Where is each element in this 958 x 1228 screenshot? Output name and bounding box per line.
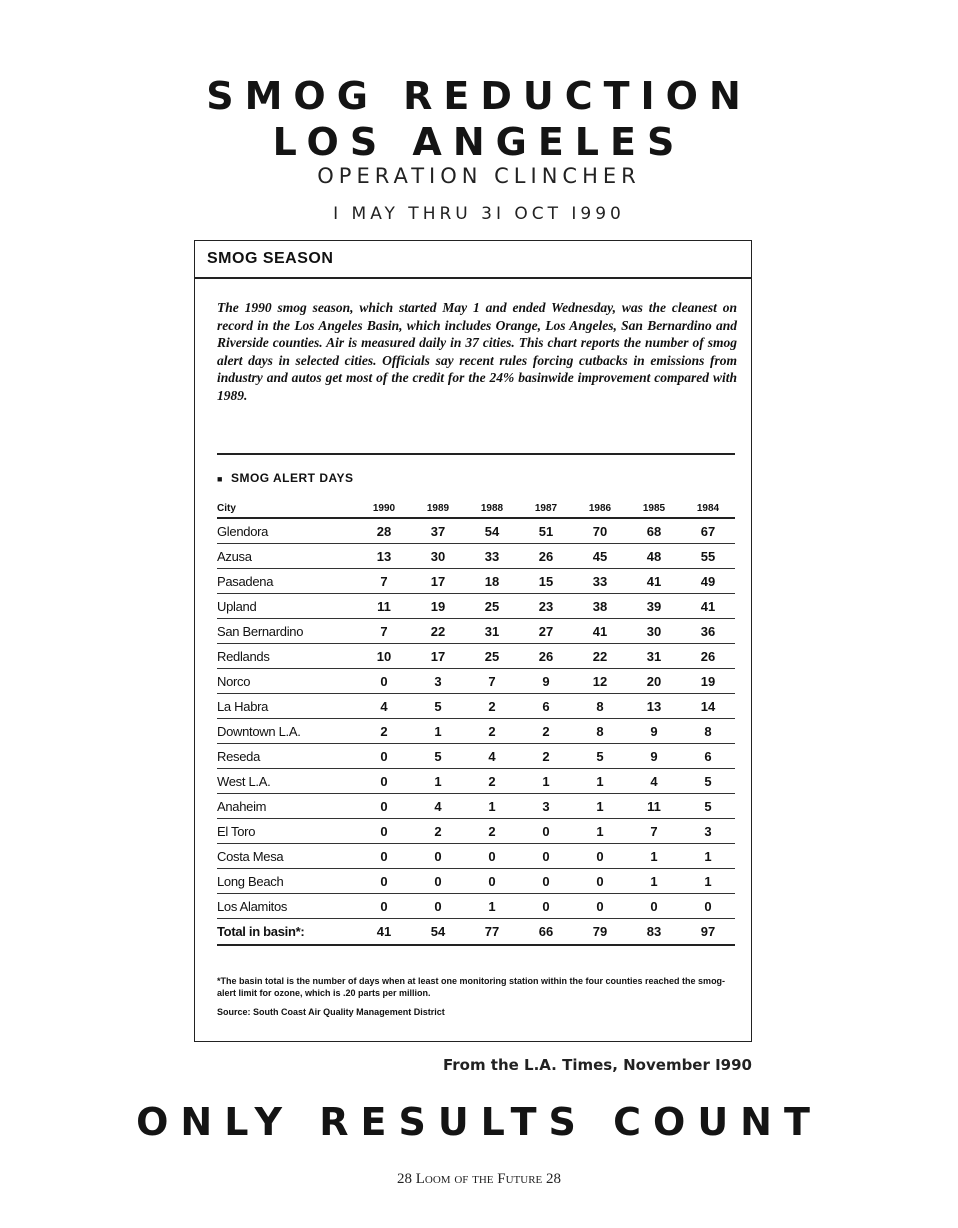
table-body bbox=[217, 518, 735, 945]
value-cell: 31 bbox=[627, 644, 681, 669]
value-cell: 1 bbox=[573, 794, 627, 819]
value-cell: 41 bbox=[357, 919, 411, 946]
city-cell: Long Beach bbox=[217, 869, 357, 894]
value-cell: 0 bbox=[681, 894, 735, 919]
value-cell: 10 bbox=[357, 644, 411, 669]
value-cell: 31 bbox=[465, 619, 519, 644]
value-cell: 6 bbox=[681, 744, 735, 769]
value-cell: 0 bbox=[465, 844, 519, 869]
value-cell: 0 bbox=[573, 894, 627, 919]
table-row bbox=[217, 719, 735, 744]
table-row bbox=[217, 869, 735, 894]
value-cell: 7 bbox=[357, 569, 411, 594]
value-cell: 2 bbox=[465, 819, 519, 844]
value-cell: 38 bbox=[573, 594, 627, 619]
clipping-header-label: SMOG SEASON bbox=[207, 250, 334, 267]
value-cell: 27 bbox=[519, 619, 573, 644]
value-cell: 0 bbox=[357, 844, 411, 869]
table-row bbox=[217, 819, 735, 844]
value-cell: 19 bbox=[411, 594, 465, 619]
value-cell: 5 bbox=[573, 744, 627, 769]
value-cell: 4 bbox=[627, 769, 681, 794]
table-row bbox=[217, 794, 735, 819]
value-cell: 2 bbox=[465, 694, 519, 719]
source-credit: From the L.A. Times, November I990 bbox=[442, 1056, 752, 1074]
value-cell: 0 bbox=[357, 819, 411, 844]
value-cell: 0 bbox=[519, 844, 573, 869]
value-cell: 1 bbox=[573, 819, 627, 844]
value-cell: 0 bbox=[357, 869, 411, 894]
city-cell: Upland bbox=[217, 594, 357, 619]
table-title-text: SMOG ALERT DAYS bbox=[230, 471, 354, 485]
value-cell: 0 bbox=[519, 894, 573, 919]
city-cell: La Habra bbox=[217, 694, 357, 719]
value-cell: 9 bbox=[627, 744, 681, 769]
value-cell: 26 bbox=[519, 644, 573, 669]
value-cell: 33 bbox=[573, 569, 627, 594]
value-cell: 19 bbox=[681, 669, 735, 694]
value-cell: 1 bbox=[681, 844, 735, 869]
value-cell: 2 bbox=[465, 719, 519, 744]
subtitle: OPERATION CLINCHER bbox=[317, 164, 641, 188]
value-cell: 12 bbox=[573, 669, 627, 694]
value-cell: 13 bbox=[627, 694, 681, 719]
table-row bbox=[217, 669, 735, 694]
city-cell: El Toro bbox=[217, 819, 357, 844]
value-cell: 3 bbox=[681, 819, 735, 844]
value-cell: 18 bbox=[465, 569, 519, 594]
value-cell: 1 bbox=[465, 894, 519, 919]
table-row bbox=[217, 619, 735, 644]
value-cell: 0 bbox=[519, 869, 573, 894]
table-row bbox=[217, 769, 735, 794]
value-cell: 39 bbox=[627, 594, 681, 619]
value-cell: 45 bbox=[573, 544, 627, 569]
city-cell: Reseda bbox=[217, 744, 357, 769]
value-cell: 13 bbox=[357, 544, 411, 569]
city-cell: Azusa bbox=[217, 544, 357, 569]
value-cell: 15 bbox=[519, 569, 573, 594]
table-header-row bbox=[217, 499, 735, 518]
clipping-header bbox=[195, 241, 751, 279]
value-cell: 4 bbox=[465, 744, 519, 769]
value-cell: 22 bbox=[573, 644, 627, 669]
value-cell: 14 bbox=[681, 694, 735, 719]
value-cell: 2 bbox=[465, 769, 519, 794]
value-cell: 1 bbox=[573, 769, 627, 794]
city-cell: West L.A. bbox=[217, 769, 357, 794]
smog-alert-table bbox=[217, 499, 735, 946]
table-row bbox=[217, 594, 735, 619]
title-line-2: LOS ANGELES bbox=[272, 120, 686, 164]
column-header-year: 1990 bbox=[357, 499, 411, 518]
value-cell: 5 bbox=[411, 694, 465, 719]
value-cell: 0 bbox=[411, 844, 465, 869]
table-footnote: *The basin total is the number of days when at least one monitoring station within the four counties reached the smog-alert limit for ozone, which is .20 parts per million. bbox=[217, 976, 726, 998]
value-cell: 0 bbox=[357, 669, 411, 694]
city-cell: Los Alamitos bbox=[217, 894, 357, 919]
value-cell: 33 bbox=[465, 544, 519, 569]
value-cell: 23 bbox=[519, 594, 573, 619]
value-cell: 0 bbox=[411, 869, 465, 894]
date-range: I MAY THRU 3I OCT I990 bbox=[333, 204, 625, 224]
value-cell: 2 bbox=[519, 744, 573, 769]
value-cell: 70 bbox=[573, 518, 627, 544]
total-row bbox=[217, 919, 735, 946]
value-cell: 6 bbox=[519, 694, 573, 719]
value-cell: 66 bbox=[519, 919, 573, 946]
value-cell: 3 bbox=[411, 669, 465, 694]
value-cell: 26 bbox=[681, 644, 735, 669]
value-cell: 0 bbox=[357, 744, 411, 769]
table-row bbox=[217, 644, 735, 669]
table-title bbox=[217, 471, 354, 485]
value-cell: 0 bbox=[627, 894, 681, 919]
value-cell: 9 bbox=[627, 719, 681, 744]
city-cell: Norco bbox=[217, 669, 357, 694]
value-cell: 41 bbox=[681, 594, 735, 619]
value-cell: 36 bbox=[681, 619, 735, 644]
value-cell: 17 bbox=[411, 644, 465, 669]
value-cell: 37 bbox=[411, 518, 465, 544]
value-cell: 67 bbox=[681, 518, 735, 544]
value-cell: 1 bbox=[519, 769, 573, 794]
value-cell: 2 bbox=[411, 819, 465, 844]
column-header-year: 1987 bbox=[519, 499, 573, 518]
table-row bbox=[217, 544, 735, 569]
table-row bbox=[217, 844, 735, 869]
column-header-year: 1984 bbox=[681, 499, 735, 518]
value-cell: 0 bbox=[465, 869, 519, 894]
value-cell: 11 bbox=[357, 594, 411, 619]
value-cell: 1 bbox=[627, 844, 681, 869]
value-cell: 1 bbox=[627, 869, 681, 894]
city-cell: Anaheim bbox=[217, 794, 357, 819]
value-cell: 17 bbox=[411, 569, 465, 594]
value-cell: 79 bbox=[573, 919, 627, 946]
city-cell: Pasadena bbox=[217, 569, 357, 594]
value-cell: 8 bbox=[681, 719, 735, 744]
table-row bbox=[217, 894, 735, 919]
value-cell: 83 bbox=[627, 919, 681, 946]
city-cell: Total in basin*: bbox=[217, 919, 357, 946]
value-cell: 77 bbox=[465, 919, 519, 946]
newspaper-clipping bbox=[194, 240, 752, 1042]
city-cell: Redlands bbox=[217, 644, 357, 669]
value-cell: 97 bbox=[681, 919, 735, 946]
city-cell: San Bernardino bbox=[217, 619, 357, 644]
value-cell: 0 bbox=[519, 819, 573, 844]
title-line-1: SMOG REDUCTION bbox=[206, 74, 752, 118]
column-header-city: City bbox=[217, 499, 357, 518]
value-cell: 54 bbox=[411, 919, 465, 946]
value-cell: 22 bbox=[411, 619, 465, 644]
value-cell: 0 bbox=[357, 894, 411, 919]
city-cell: Glendora bbox=[217, 518, 357, 544]
value-cell: 68 bbox=[627, 518, 681, 544]
value-cell: 1 bbox=[411, 719, 465, 744]
value-cell: 8 bbox=[573, 694, 627, 719]
column-header-year: 1986 bbox=[573, 499, 627, 518]
value-cell: 41 bbox=[627, 569, 681, 594]
value-cell: 4 bbox=[411, 794, 465, 819]
value-cell: 0 bbox=[357, 769, 411, 794]
value-cell: 11 bbox=[627, 794, 681, 819]
table-source: Source: South Coast Air Quality Management District bbox=[217, 1007, 445, 1017]
value-cell: 5 bbox=[681, 794, 735, 819]
square-bullet-icon: ■ bbox=[217, 474, 223, 484]
value-cell: 0 bbox=[357, 794, 411, 819]
value-cell: 0 bbox=[411, 894, 465, 919]
value-cell: 1 bbox=[681, 869, 735, 894]
value-cell: 7 bbox=[357, 619, 411, 644]
value-cell: 55 bbox=[681, 544, 735, 569]
city-cell: Downtown L.A. bbox=[217, 719, 357, 744]
value-cell: 25 bbox=[465, 594, 519, 619]
value-cell: 2 bbox=[357, 719, 411, 744]
value-cell: 4 bbox=[357, 694, 411, 719]
value-cell: 26 bbox=[519, 544, 573, 569]
value-cell: 0 bbox=[573, 844, 627, 869]
page-footer: 28 Loom of the Future 28 bbox=[396, 1171, 562, 1187]
value-cell: 7 bbox=[465, 669, 519, 694]
slogan: ONLY RESULTS COUNT bbox=[136, 1100, 822, 1144]
value-cell: 49 bbox=[681, 569, 735, 594]
value-cell: 30 bbox=[627, 619, 681, 644]
value-cell: 28 bbox=[357, 518, 411, 544]
divider bbox=[217, 453, 735, 455]
value-cell: 9 bbox=[519, 669, 573, 694]
column-header-year: 1988 bbox=[465, 499, 519, 518]
column-header-year: 1989 bbox=[411, 499, 465, 518]
value-cell: 0 bbox=[573, 869, 627, 894]
value-cell: 41 bbox=[573, 619, 627, 644]
value-cell: 25 bbox=[465, 644, 519, 669]
value-cell: 20 bbox=[627, 669, 681, 694]
value-cell: 5 bbox=[681, 769, 735, 794]
value-cell: 8 bbox=[573, 719, 627, 744]
value-cell: 1 bbox=[465, 794, 519, 819]
value-cell: 1 bbox=[411, 769, 465, 794]
clipping-intro: The 1990 smog season, which started May 1 and ended Wednesday, was the cleanest on record in the Los Angeles Basin, which includes Orange, Los Angeles, San Bernardino and Riverside counties. Air is measured daily in 37 cities. This chart reports the number of smog alert days in selected cities. Officials say recent rules forcing cutbacks in emissions from industry and autos get most of the credit for the 24% basinwide improvement compared with 1989. bbox=[217, 300, 737, 403]
column-header-year: 1985 bbox=[627, 499, 681, 518]
table-row bbox=[217, 518, 735, 544]
value-cell: 5 bbox=[411, 744, 465, 769]
value-cell: 2 bbox=[519, 719, 573, 744]
value-cell: 54 bbox=[465, 518, 519, 544]
value-cell: 3 bbox=[519, 794, 573, 819]
value-cell: 7 bbox=[627, 819, 681, 844]
value-cell: 51 bbox=[519, 518, 573, 544]
value-cell: 30 bbox=[411, 544, 465, 569]
table-row bbox=[217, 694, 735, 719]
value-cell: 48 bbox=[627, 544, 681, 569]
table-row bbox=[217, 569, 735, 594]
table-row bbox=[217, 744, 735, 769]
city-cell: Costa Mesa bbox=[217, 844, 357, 869]
